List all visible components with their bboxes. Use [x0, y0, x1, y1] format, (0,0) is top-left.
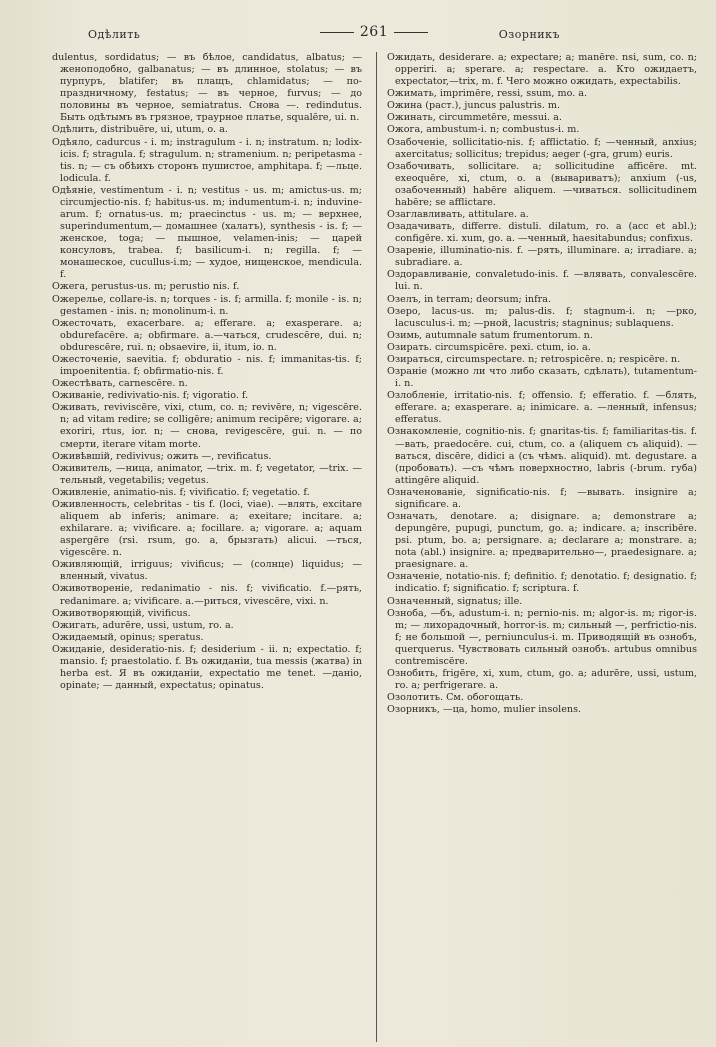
dictionary-entry: Ознобить, frigēre, xi, xum, ctum, go. a; adurēre, ussi, ustum, ro. a; perfrigerare. a.: [387, 667, 697, 692]
left-column: [48, 52, 362, 1042]
dictionary-entry: Ожестѣвать, carnescēre. n.: [52, 378, 188, 390]
dictionary-entry: Озорникъ, —ца, homo, mulier insolens.: [387, 704, 582, 716]
dictionary-entry: Одѣяніе, vestimentum - i. n; vestitus - us. m; amictus-us. m; circumjectio-nis. f; habitus-us. m; indumentum-i. n; induvine-arum. f; ornatus-us. m; praecinctus - us. m; — верхнее, superindumentum,— домашнее (халатъ), synthesis - is. f; — женское, toga; — пышное, velamen-inis; — царей консуловъ, trabea. f; basilicum-i. n; regilla. f; — монашеское, cucullus-i.m; — худое, нищенское, mendicula. f.: [52, 184, 362, 281]
dictionary-entry: Оздоравливаніе, convaletudo-inis. f. —влявать, convalescēre. lui. n.: [387, 269, 697, 293]
columns: [48, 52, 700, 1042]
dictionary-entry: Озадачивать, differre. distuli. dilatum, ro. a (acc et abl.); configēre. xi. xum, go. a. —ченный, haesitabundus; confixus.: [387, 221, 697, 245]
dictionary-entry: Ожога, ambustum-i. n; combustus-i. m.: [387, 124, 580, 136]
dictionary-entry: Оживляющій, irriguus; vivificus; — (солнце) liquidus; —вленный, vivatus.: [52, 559, 362, 583]
right-column: [383, 52, 697, 1042]
dictionary-entry: Означеніе, notatio-nis. f; definitio. f; denotatio. f; designatio. f; indicatio. f; significatio. f; scriptura. f.: [387, 571, 697, 595]
dictionary-entry: Озраніе (можно ли что либо сказать, сдѣлать), tutamentum-i. n.: [387, 366, 697, 390]
dictionary-entry: Означенованіе, significatio-nis. f; —вывать. insignire a; significare. a.: [387, 486, 697, 510]
dictionary-entry: Озеро, lacus-us. m; palus-dis. f; stagnum-i. n; —рко, lacusculus-i. m; —рной, lacustris; stagninus; sublaquens.: [387, 305, 697, 329]
dictionary-entry: Ожина (раст.), juncus palustris. m.: [387, 100, 560, 112]
dictionary-entry: Озираться, circumspectare. n; retrospicēre. n; respicēre. n.: [387, 353, 681, 365]
dictionary-entry: Ожесточать, exacerbare. a; efferare. a; exasperare. a; obdurefacēre. a; obfirmare. a.—чаться, crudescēre, dui. n; obdurescēre, rui. n; obsaevire, ii, itum, io. n.: [52, 317, 362, 353]
dictionary-entry: Озирать. circumspicēre. pexi. ctum, io. a.: [387, 341, 591, 353]
dictionary-entry: Оживѣвшій, redivivus; ожить —, revificatus.: [52, 450, 272, 462]
dictionary-entry: Озолотить. См. обогощать.: [387, 692, 524, 704]
dictionary-entry: Оживленіе, animatio-nis. f; vivificatio. f; vegetatio. f.: [52, 486, 310, 498]
dictionary-entry: Озноба, —бъ, adustum-i. n; pernio-nis. m; algor-is. m; rigor-is. m; — лихорадочный, horror-is. m; сильный —, perfrictio-nis. f; не большой —, perniunculus-i. m. Приводящій въ ознобъ, querquerus. Чувствовать сильный ознобъ. artubus omnibus contremiscēre.: [387, 607, 697, 667]
running-head-left: Одѣлить: [88, 28, 141, 41]
dictionary-entry: Оживотвореніе, redanimatio - nis. f; vivificatio. f.—рять, redanimare. a; vivificare. a.—риться, vivescēre, vixi. n.: [52, 583, 362, 607]
header-rule-right: [394, 32, 428, 33]
dictionary-entry: Оживать, reviviscēre, vixi, ctum, co. n; revivēre, n; vigescēre. n; ad vitam redire; se colligēre; animum recipēre; vigorare. a; exoriri, rtus, ior. n; — снова, revigescēre, gui. n. — по смерти, iterare vitam morte.: [52, 402, 362, 450]
header-rule-left: [320, 32, 354, 33]
running-head-right: Озорникъ: [498, 28, 560, 41]
dictionary-entry: Озелъ, in terram; deorsum; infra.: [387, 293, 551, 305]
dictionary-entry: Оживотворяющій, vivificus.: [52, 607, 191, 619]
dictionary-entry: Ожигать, adurēre, ussi, ustum, ro. a.: [52, 619, 234, 631]
dictionary-entry: Ожесточеніе, saevitia. f; obduratio - nis. f; immanitas-tis. f; impoenitentia. f; obfirmatio-nis. f.: [52, 353, 362, 378]
dictionary-entry: Ожега, perustus-us. m; perustio nis. f.: [52, 281, 240, 293]
dictionary-entry: Озабоченіе, sollicitatio-nis. f; afflictatio. f; —ченный, anxius; axercitatus; sollicitus; trepidus; aeger (-gra, grum) euris.: [387, 136, 697, 160]
dictionary-entry: Ожерелье, collare-is. n; torques - is. f; armilla. f; monile - is. n; gestamen - inis. n; monolinum-i. n.: [52, 293, 362, 317]
dictionary-entry: Ознакомленіе, cognitio-nis. f; gnaritas-tis. f; familiaritas-tis. f. —вать, praedocēre. cui, ctum, co. a (aliquem съ aliquid). —ваться, discēre, didici a (съ чѣмъ. aliquid). mt. degustare. a (пробовать). —съ чѣмъ поверхностно, labris (-brum. губа) attingēre aliquid.: [387, 426, 697, 486]
column-divider: [376, 52, 377, 1042]
dictionary-entry: dulentus, sordidatus; — въ бѣлое, candidatus, albatus; —женоподобно, galbanatus; — въ длинное, stolatus; — въ пурпуръ, blatifer; въ плащъ, chlamidatus; — по-праздничному, festatus; — въ черное, furvus; — до половины въ черное, semiatratus. Снова —. redindutus. Быть одѣтымъ въ грязное, траурное платье, squalēre, ui. n.: [52, 52, 362, 124]
dictionary-entry: Ожимать, imprimēre, ressi, ssum, mo. a.: [387, 88, 588, 100]
dictionary-entry: Озабочивать, sollicitare. a; sollicitudine afficēre. mt. exeoquēre, xi, ctum, o. a (вывариватъ); anxium (-us, озабоченный) habēre aliquem. —чиваться. sollicitudinem habēre; se afflictare.: [387, 160, 697, 208]
dictionary-entry: Озареніе, illuminatio-nis. f. —рять, illuminare. a; irradiare. a; subradiare. a.: [387, 245, 697, 269]
dictionary-entry: Ожиданіе, desideratio-nis. f; desiderium - ii. n; expectatio. f; mansio. f; praestolatio. f. Въ ожиданіи, tua messis (жатва) in herba est. Я въ ожиданіи, expectatio me tenet. —даніо, opinate; — данный, expectatus; opinatus.: [52, 643, 362, 692]
dictionary-entry: Озаглавливать, attitulare. a.: [387, 209, 529, 221]
dictionary-entry: Оживитель, —ница, animator, —trix. m. f; vegetator, —trix. —тельный, vegetabilis; vegetus.: [52, 462, 362, 486]
dictionary-entry: Оживаніе, redivivatio-nis. f; vigoratio. f.: [52, 390, 249, 402]
dictionary-entry: Озлобленіе, irritatio-nis. f; offensio. f; efferatio. f. —блять, efferare. a; exasperare. a; inimicare. a. —ленный, infensus; efferatus.: [387, 390, 697, 426]
page-number: [48, 24, 700, 40]
dictionary-entry: Оживленность, celebritas - tis f. (loci, viae). —влять, excitare aliquem ab inferis; animare. a; exeitare; incitare. a; exhilarare. a; vivificare. a; focillare. a; vigorare. a; aquam aspergēre (rsi. rsum, go. a, брызгать) alicui. —тъся, vigescēre. n.: [52, 498, 362, 559]
page-header: [48, 18, 700, 44]
dictionary-entry: Одѣяло, cadurcus - i. m; instragulum - i. n; instratum. n; lodix-icis. f; stragula. f; stragulum. n; stramenium. n; peripetasma - tis. n; — съ обѣихъ сторонъ пушистое, amphitapa. f; —льце. lodicula. f.: [52, 136, 362, 184]
dictionary-entry: Ожидать, desiderare. a; expectare; a; manēre. nsi, sum, co. n; opperiri. a; sperare. a; respectare. a. Кто ожидаетъ, expectator,—trix, m. f. Чего можно ожидать, expectabilis.: [387, 52, 697, 88]
page-number-text: 261: [359, 24, 389, 40]
dictionary-entry: Одѣлить, distribuēre, ui, utum, o. a.: [52, 124, 228, 136]
dictionary-entry: Означать, denotare. a; disignare. a; demonstrare a; depungēre, pupugi, punctum, go. a; indicare. a; inscribēre. psi. ptum, bo. a; persignare. a; declarare a; monstrare. a; nota (abl.) insignire. a; предварительно—, praedesignare. a; praesignare. a.: [387, 510, 697, 571]
dictionary-entry: Ожидаемый, opinus; speratus.: [52, 631, 204, 643]
dictionary-entry: Означенный, signatus; ille.: [387, 595, 523, 607]
dictionary-entry: Ожинать, circummetēre, messui. a.: [387, 112, 562, 124]
dictionary-entry: Озимь, autumnale satum frumentorum. n.: [387, 329, 593, 341]
